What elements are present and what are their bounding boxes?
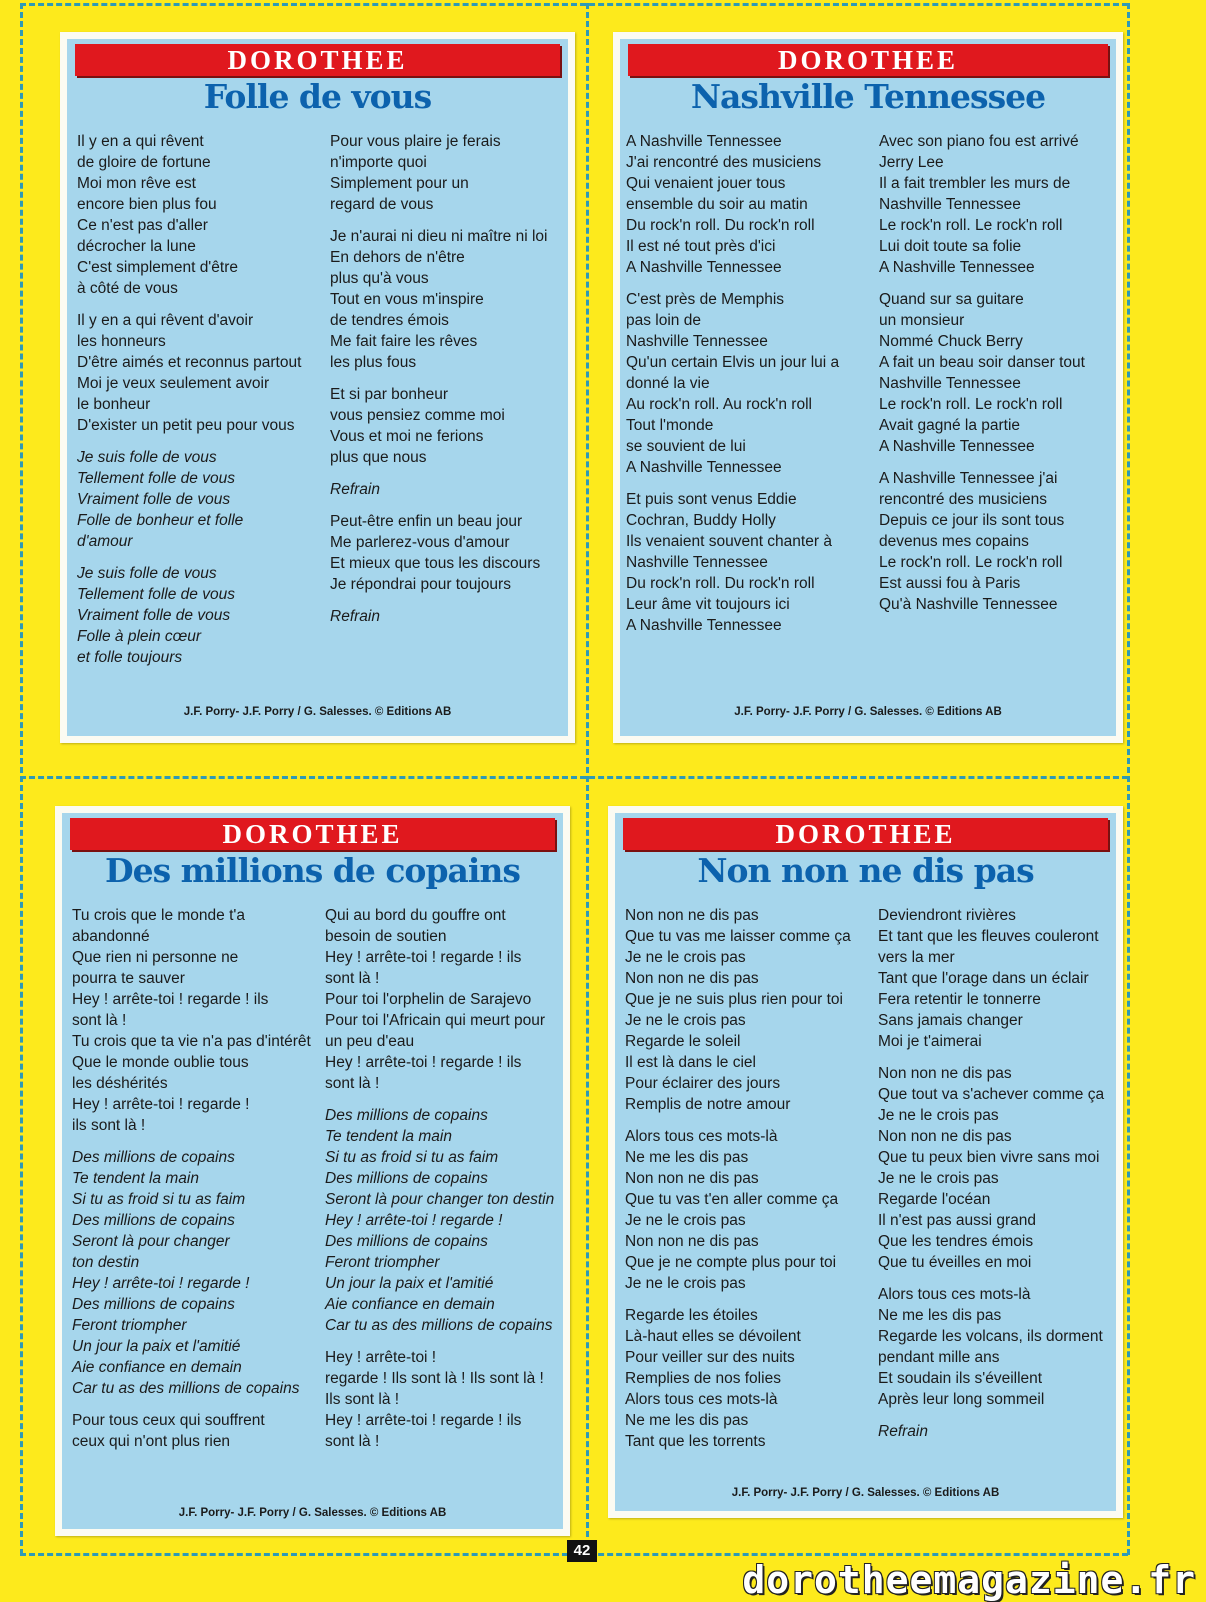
lyric-line: sont là ! [325, 970, 380, 987]
lyric-line: Si tu as froid si tu as faim [325, 1149, 499, 1166]
lyric-line: sont là ! [325, 1075, 380, 1092]
verse-stanza [878, 1284, 1104, 1410]
lyric-line: Ils venaient souvent chanter à [626, 533, 832, 550]
lyric-line: A Nashville Tennessee [626, 617, 782, 634]
lyric-line: plus que nous [330, 449, 427, 466]
lyric-line: de tendres émois [330, 312, 449, 329]
verse-stanza [330, 226, 548, 373]
lyric-line: Que rien ni personne ne [72, 949, 239, 966]
lyric-line: Que tu vas me laisser comme ça [625, 928, 851, 945]
lyric-line: Tu crois que ta vie n'a pas d'intérêt [72, 1033, 311, 1050]
refrain-stanza [878, 1421, 1104, 1442]
lyric-line: Seront là pour changer [72, 1233, 230, 1250]
lyric-line: Des millions de copains [325, 1107, 488, 1124]
lyric-line: Refrain [878, 1423, 928, 1440]
lyric-line: donné la vie [626, 375, 710, 392]
artist-banner: DOROTHEE [75, 44, 560, 76]
lyric-line: Lui doit toute sa folie [879, 238, 1022, 255]
lyric-line: Je ne le crois pas [625, 1012, 746, 1029]
card-panel [62, 813, 563, 1529]
lyric-line: Que les tendres émois [878, 1233, 1034, 1250]
lyric-line: Que le monde oublie tous [72, 1054, 249, 1071]
lyric-line: plus qu'à vous [330, 270, 429, 287]
refrain-stanza [77, 563, 301, 668]
lyric-line: Remplies de nos folies [625, 1370, 781, 1387]
lyric-line: A Nashville Tennessee j'ai [879, 470, 1058, 487]
song-title: Folle de vous [203, 77, 432, 116]
lyric-line: Sans jamais changer [878, 1012, 1023, 1029]
lyric-line: Pour toi l'orphelin de Sarajevo [325, 991, 532, 1008]
lyric-line: Il a fait trembler les murs de [879, 175, 1071, 192]
cut-line-middle [20, 776, 1128, 779]
lyric-line: Aie confiance en demain [72, 1359, 242, 1376]
lyric-line: Ne me les dis pas [625, 1412, 749, 1429]
lyric-line: Te tendent la main [72, 1170, 199, 1187]
lyric-line: Après leur long sommeil [878, 1391, 1045, 1408]
lyric-line: pourra te sauver [72, 970, 185, 987]
lyric-line: et folle toujours [77, 649, 183, 666]
lyric-line: Que je ne compte plus pour toi [625, 1254, 837, 1271]
lyric-line: sont là ! [325, 1433, 380, 1450]
lyric-line: Folle à plein cœur [77, 628, 202, 645]
lyric-line: Quand sur sa guitare [879, 291, 1024, 308]
verse-stanza [878, 1063, 1104, 1273]
lyric-line: Avec son piano fou est arrivé [879, 133, 1079, 150]
lyric-line: Nashville Tennessee [879, 196, 1021, 213]
lyric-line: Que tu vas t'en aller comme ça [625, 1191, 839, 1208]
lyric-line: Un jour la paix et l'amitié [72, 1338, 241, 1355]
lyric-line: Je ne le crois pas [625, 1212, 746, 1229]
lyric-line: Alors tous ces mots-là [625, 1391, 778, 1408]
lyric-line: les déshérités [72, 1075, 168, 1092]
lyric-line: abandonné [72, 928, 150, 945]
lyric-line: d'amour [77, 533, 133, 550]
lyric-line: pas loin de [626, 312, 701, 329]
lyrics-column-left [72, 905, 311, 1463]
verse-stanza [625, 905, 851, 1115]
lyric-line: Hey ! arrête-toi ! regarde ! [72, 1275, 250, 1292]
verse-stanza [879, 289, 1085, 457]
lyric-line: Feront triompher [72, 1317, 187, 1334]
refrain-stanza [325, 1105, 554, 1336]
cut-line-right [1127, 3, 1130, 1555]
verse-stanza [72, 905, 311, 1136]
lyric-line: Peut-être enfin un beau jour [330, 513, 523, 530]
lyric-line: Qui au bord du gouffre ont [325, 907, 506, 924]
lyric-line: Hey ! arrête-toi ! regarde ! ils [325, 1412, 522, 1429]
lyric-line: devenus mes copains [879, 533, 1029, 550]
lyric-line: Il y en a qui rêvent [77, 133, 204, 150]
lyrics-card-nashville-tennessee [613, 32, 1123, 743]
lyric-line: ensemble du soir au matin [626, 196, 808, 213]
lyric-line: Des millions de copains [72, 1296, 235, 1313]
lyric-line: Non non ne dis pas [625, 1170, 759, 1187]
lyric-line: J'ai rencontré des musiciens [626, 154, 822, 171]
lyric-line: Tout l'monde [626, 417, 714, 434]
lyric-line: Hey ! arrête-toi ! [325, 1349, 437, 1366]
lyric-line: Non non ne dis pas [878, 1128, 1012, 1145]
verse-stanza [325, 905, 554, 1094]
lyric-line: les plus fous [330, 354, 417, 371]
lyrics-column-left [77, 131, 301, 679]
lyric-line: Que tu éveilles en moi [878, 1254, 1032, 1271]
lyric-line: Un jour la paix et l'amitié [325, 1275, 494, 1292]
verse-stanza [626, 289, 839, 478]
lyric-line: Que tu peux bien vivre sans moi [878, 1149, 1100, 1166]
lyric-line: Et puis sont venus Eddie [626, 491, 797, 508]
card-panel [67, 39, 568, 736]
lyric-line: Je ne le crois pas [878, 1107, 999, 1124]
lyric-line: Regarde les volcans, ils dorment [878, 1328, 1103, 1345]
verse-stanza [626, 131, 839, 278]
song-title: Non non ne dis pas [697, 851, 1034, 890]
lyric-line: ton destin [72, 1254, 140, 1271]
cut-line-left [20, 3, 23, 1555]
lyric-line: Vraiment folle de vous [77, 607, 231, 624]
lyric-line: Moi mon rêve est [77, 175, 196, 192]
lyric-line: Me fait faire les rêves [330, 333, 478, 350]
lyric-line: regard de vous [330, 196, 434, 213]
lyric-line: Te tendent la main [325, 1128, 452, 1145]
lyric-line: le bonheur [77, 396, 151, 413]
lyric-line: Nashville Tennessee [626, 554, 768, 571]
lyric-line: Le rock'n roll. Le rock'n roll [879, 554, 1063, 571]
lyric-line: Tu crois que le monde t'a [72, 907, 245, 924]
lyric-line: Le rock'n roll. Le rock'n roll [879, 217, 1063, 234]
lyric-line: Non non ne dis pas [625, 1233, 759, 1250]
artist-banner: DOROTHEE [70, 818, 555, 850]
lyric-line: de gloire de fortune [77, 154, 211, 171]
lyric-line: Tout en vous m'inspire [330, 291, 484, 308]
lyric-line: Non non ne dis pas [625, 907, 759, 924]
lyric-line: Que tout va s'achever comme ça [878, 1086, 1105, 1103]
lyric-line: Deviendront rivières [878, 907, 1016, 924]
lyric-line: Je répondrai pour toujours [330, 576, 511, 593]
lyrics-column-left [626, 131, 839, 647]
lyric-line: Moi je veux seulement avoir [77, 375, 270, 392]
cut-line-center [586, 3, 589, 1555]
verse-stanza [325, 1347, 554, 1452]
lyric-line: Nashville Tennessee [626, 333, 768, 350]
lyrics-card-des-millions-de-copains [55, 806, 570, 1536]
lyric-line: ils sont là ! [72, 1117, 146, 1134]
verse-stanza [626, 489, 839, 636]
lyric-line: Cochran, Buddy Holly [626, 512, 776, 529]
lyric-line: Tant que l'orage dans un éclair [878, 970, 1089, 987]
lyric-line: Du rock'n roll. Du rock'n roll [626, 217, 815, 234]
artist-banner: DOROTHEE [623, 818, 1108, 850]
lyric-line: Feront triompher [325, 1254, 440, 1271]
site-watermark: dorotheemagazine.fr [742, 1558, 1196, 1602]
lyric-line: Je suis folle de vous [77, 565, 217, 582]
lyric-line: Qui venaient jouer tous [626, 175, 786, 192]
lyric-line: D'exister un petit peu pour vous [77, 417, 295, 434]
lyric-line: Depuis ce jour ils sont tous [879, 512, 1065, 529]
lyric-line: Ne me les dis pas [625, 1149, 749, 1166]
verse-stanza [72, 1410, 311, 1452]
lyric-line: décrocher la lune [77, 238, 196, 255]
lyric-line: Car tu as des millions de copains [325, 1317, 553, 1334]
lyrics-column-right [879, 131, 1085, 626]
lyrics-column-right [330, 131, 548, 638]
lyric-line: Vous et moi ne ferions [330, 428, 484, 445]
lyric-line: Ce n'est pas d'aller [77, 217, 208, 234]
lyric-line: A Nashville Tennessee [626, 259, 782, 276]
lyric-line: rencontré des musiciens [879, 491, 1047, 508]
lyric-line: Le rock'n roll. Le rock'n roll [879, 396, 1063, 413]
lyric-line: Du rock'n roll. Du rock'n roll [626, 575, 815, 592]
lyric-line: Je suis folle de vous [77, 449, 217, 466]
lyric-line: Ne me les dis pas [878, 1307, 1002, 1324]
lyric-line: Regarde le soleil [625, 1033, 741, 1050]
page-number: 42 [567, 1540, 597, 1562]
lyric-line: A Nashville Tennessee [879, 259, 1035, 276]
lyric-line: Pour toi l'Africain qui meurt pour [325, 1012, 546, 1029]
lyric-line: Il est né tout près d'ici [626, 238, 776, 255]
lyric-line: En dehors de n'être [330, 249, 465, 266]
lyric-line: Et soudain ils s'éveillent [878, 1370, 1043, 1387]
lyric-line: Seront là pour changer ton destin [325, 1191, 555, 1208]
lyric-line: Au rock'n roll. Au rock'n roll [626, 396, 812, 413]
lyric-line: sont là ! [72, 1012, 127, 1029]
lyric-line: Et si par bonheur [330, 386, 449, 403]
lyric-line: Est aussi fou à Paris [879, 575, 1021, 592]
lyric-line: Remplis de notre amour [625, 1096, 791, 1113]
verse-stanza [330, 384, 548, 468]
lyric-line: Pour tous ceux qui souffrent [72, 1412, 265, 1429]
lyric-line: Et mieux que tous les discours [330, 555, 541, 572]
lyric-line: Regarde l'océan [878, 1191, 991, 1208]
lyrics-card-folle-de-vous [60, 32, 575, 743]
lyric-line: Vraiment folle de vous [77, 491, 231, 508]
lyric-line: Tellement folle de vous [77, 470, 235, 487]
song-title: Des millions de copains [104, 851, 521, 890]
lyric-line: Alors tous ces mots-là [625, 1128, 778, 1145]
lyric-line: Hey ! arrête-toi ! regarde ! ils [325, 1054, 522, 1071]
lyric-line: les honneurs [77, 333, 166, 350]
lyric-line: Tellement folle de vous [77, 586, 235, 603]
refrain-stanza [330, 479, 548, 500]
lyric-line: Qu'un certain Elvis un jour lui a [626, 354, 840, 371]
lyric-line: Hey ! arrête-toi ! regarde ! ils [325, 949, 522, 966]
credit-line: J.F. Porry- J.F. Porry / G. Salesses. © Editions AB [178, 1507, 447, 1519]
lyric-line: Pour veiller sur des nuits [625, 1349, 795, 1366]
lyric-line: Des millions de copains [72, 1212, 235, 1229]
lyric-line: encore bien plus fou [77, 196, 217, 213]
verse-stanza [625, 1305, 851, 1452]
lyric-line: Des millions de copains [325, 1233, 488, 1250]
refrain-stanza [330, 606, 548, 627]
lyric-line: Il est là dans le ciel [625, 1054, 756, 1071]
lyric-line: Refrain [330, 608, 380, 625]
lyric-line: Ils sont là ! [325, 1391, 400, 1408]
lyric-line: un monsieur [879, 312, 965, 329]
lyric-line: Moi je t'aimerai [878, 1033, 982, 1050]
lyric-line: Que je ne suis plus rien pour toi [625, 991, 843, 1008]
lyric-line: Hey ! arrête-toi ! regarde ! [325, 1212, 503, 1229]
lyric-line: Refrain [330, 481, 380, 498]
lyrics-card-non-non-ne-dis-pas [608, 806, 1123, 1518]
lyric-line: Non non ne dis pas [878, 1065, 1012, 1082]
lyric-line: se souvient de lui [626, 438, 746, 455]
lyric-line: Tant que les torrents [625, 1433, 766, 1450]
lyric-line: Il y en a qui rêvent d'avoir [77, 312, 254, 329]
lyric-line: Jerry Lee [879, 154, 944, 171]
lyric-line: Et tant que les fleuves couleront [878, 928, 1099, 945]
lyric-line: A fait un beau soir danser tout [879, 354, 1085, 371]
card-panel [615, 813, 1116, 1511]
card-panel [620, 39, 1116, 736]
lyric-line: C'est près de Memphis [626, 291, 785, 308]
refrain-stanza [72, 1147, 311, 1399]
credit-line: J.F. Porry- J.F. Porry / G. Salesses. © Editions AB [731, 1487, 1000, 1499]
credit-line: J.F. Porry- J.F. Porry / G. Salesses. © Editions AB [183, 706, 452, 718]
lyric-line: Avait gagné la partie [879, 417, 1021, 434]
verse-stanza [330, 511, 548, 595]
lyric-line: Nashville Tennessee [879, 375, 1021, 392]
lyric-line: Je ne le crois pas [625, 1275, 746, 1292]
lyrics-column-right [878, 905, 1104, 1453]
lyric-line: Hey ! arrête-toi ! regarde ! ils [72, 991, 269, 1008]
lyric-line: Pour éclairer des jours [625, 1075, 781, 1092]
refrain-stanza [77, 447, 301, 552]
lyric-line: Je ne le crois pas [625, 949, 746, 966]
lyric-line: D'être aimés et reconnus partout [77, 354, 302, 371]
lyric-line: Aie confiance en demain [325, 1296, 495, 1313]
credit-line: J.F. Porry- J.F. Porry / G. Salesses. © Editions AB [734, 706, 1002, 718]
lyric-line: un peu d'eau [325, 1033, 415, 1050]
verse-stanza [625, 1126, 851, 1294]
lyric-line: Nommé Chuck Berry [879, 333, 1023, 350]
song-title: Nashville Tennessee [690, 77, 1046, 116]
lyric-line: Alors tous ces mots-là [878, 1286, 1031, 1303]
lyric-line: A Nashville Tennessee [626, 133, 782, 150]
verse-stanza [77, 310, 301, 436]
lyric-line: Simplement pour un [330, 175, 469, 192]
lyric-line: Je n'aurai ni dieu ni maître ni loi [330, 228, 548, 245]
lyric-line: Non non ne dis pas [625, 970, 759, 987]
lyric-line: Me parlerez-vous d'amour [330, 534, 510, 551]
verse-stanza [77, 131, 301, 299]
verse-stanza [330, 131, 548, 215]
lyric-line: C'est simplement d'être [77, 259, 238, 276]
lyric-line: ceux qui n'ont plus rien [72, 1433, 231, 1450]
lyrics-column-left [625, 905, 851, 1463]
lyric-line: Fera retentir le tonnerre [878, 991, 1041, 1008]
lyric-line: regarde ! Ils sont là ! Ils sont là ! [325, 1370, 544, 1387]
artist-banner: DOROTHEE [628, 44, 1108, 76]
verse-stanza [878, 905, 1104, 1052]
lyric-line: Des millions de copains [72, 1149, 235, 1166]
lyric-line: Il n'est pas aussi grand [878, 1212, 1037, 1229]
lyric-line: Car tu as des millions de copains [72, 1380, 300, 1397]
lyric-line: à côté de vous [77, 280, 178, 297]
lyric-line: Des millions de copains [325, 1170, 488, 1187]
lyric-line: Pour vous plaire je ferais [330, 133, 501, 150]
verse-stanza [879, 468, 1085, 615]
verse-stanza [879, 131, 1085, 278]
lyric-line: Là-haut elles se dévoilent [625, 1328, 801, 1345]
lyric-line: Qu'à Nashville Tennessee [879, 596, 1058, 613]
lyric-line: Je ne le crois pas [878, 1170, 999, 1187]
lyric-line: Si tu as froid si tu as faim [72, 1191, 246, 1208]
lyric-line: Leur âme vit toujours ici [626, 596, 790, 613]
lyric-line: Regarde les étoiles [625, 1307, 758, 1324]
lyric-line: A Nashville Tennessee [626, 459, 782, 476]
lyric-line: besoin de soutien [325, 928, 447, 945]
lyric-line: n'importe quoi [330, 154, 427, 171]
cut-line-top [20, 3, 1128, 6]
lyric-line: Hey ! arrête-toi ! regarde ! [72, 1096, 250, 1113]
lyric-line: vous pensiez comme moi [330, 407, 505, 424]
lyric-line: Folle de bonheur et folle [77, 512, 244, 529]
lyric-line: vers la mer [878, 949, 955, 966]
lyrics-column-right [325, 905, 554, 1463]
lyric-line: A Nashville Tennessee [879, 438, 1035, 455]
lyric-line: pendant mille ans [878, 1349, 1000, 1366]
